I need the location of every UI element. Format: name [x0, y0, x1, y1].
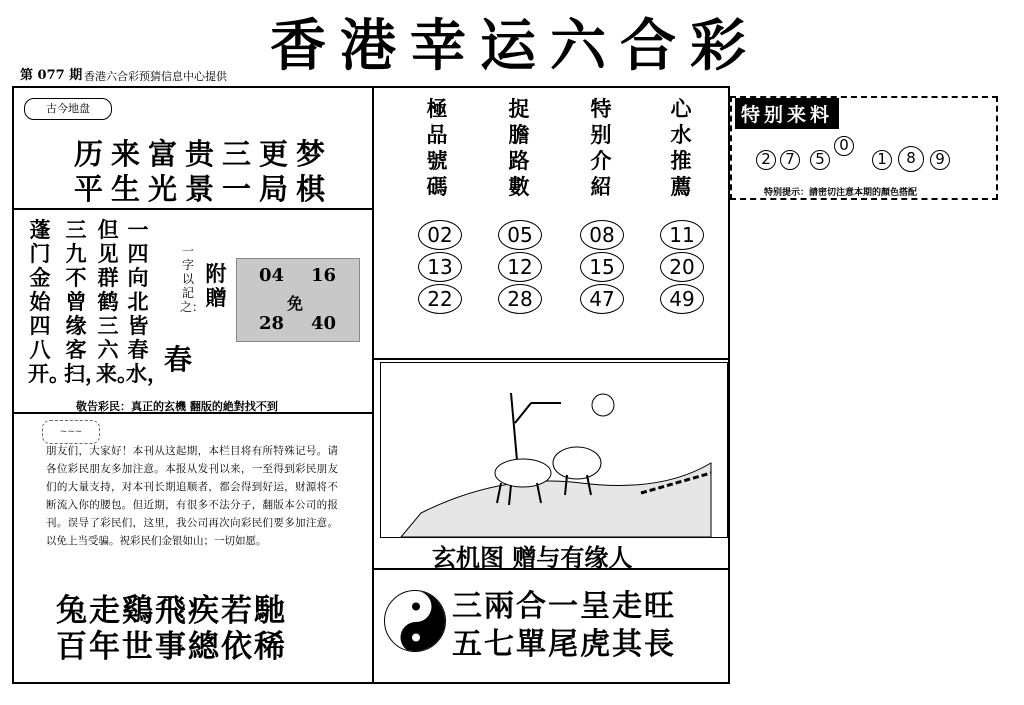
number-cell: 05 [498, 220, 542, 250]
number-cell: 20 [660, 252, 704, 282]
notice-text: 敬告彩民：真正的玄機 翻版的絶對找不到 [76, 400, 278, 413]
special-digit: 9 [930, 150, 950, 170]
number-cell: 12 [498, 252, 542, 282]
special-digit: 0 [834, 136, 854, 156]
goat-illustration [380, 362, 728, 538]
taiji-symbol [385, 591, 446, 652]
verse-column-3: 三九不曾缘客扫， [64, 217, 106, 386]
special-digit: 5 [810, 150, 830, 170]
number-cell: 15 [580, 252, 624, 282]
number-cell: 49 [660, 284, 704, 314]
special-digit: 2 [756, 150, 776, 170]
taiji-icon [384, 590, 446, 652]
issue-source: 香港六合彩预猜信息中心提供 [84, 70, 227, 83]
stamp-graphic: ~~~ [42, 420, 100, 444]
number-cell: 47 [580, 284, 624, 314]
gift-mid: 免 [287, 294, 304, 313]
special-title: 特别来料 [735, 98, 839, 129]
hint-vertical: 一字以記之： [180, 244, 205, 314]
verse-column-4: 蓬门金始四八开。 [28, 217, 70, 386]
number-cell: 11 [660, 220, 704, 250]
section-tag: 古今地盘 [24, 98, 112, 120]
verse-column-2: 但见群鹤三六来。 [96, 217, 138, 386]
right-poem-line-2: 五七單尾虎其長 [452, 627, 676, 662]
gift-box [236, 258, 360, 342]
issue-number: 第 077 期 [20, 68, 83, 83]
poem-line-2: 平生光景一局棋 [74, 172, 334, 206]
number-cell: 22 [418, 284, 462, 314]
bottom-poem-line-2: 百年世事總依稀 [56, 629, 287, 665]
number-cell: 02 [418, 220, 462, 250]
poem-line-1: 历来富贵三更梦 [74, 137, 334, 171]
center-divider-1 [372, 358, 730, 360]
spring-char: 春 [164, 343, 193, 376]
header-col-4: 心水推薦 [670, 96, 692, 199]
special-digit: 7 [780, 150, 800, 170]
goat-drawing [381, 363, 727, 537]
special-digit: 8 [898, 146, 924, 172]
page-title: 香港幸运六合彩 [270, 13, 760, 79]
number-cell: 13 [418, 252, 462, 282]
gift-num-2: 16 [311, 265, 337, 286]
picture-caption: 玄机图 赠与有缘人 [432, 543, 633, 572]
header-col-3: 特别介紹 [590, 96, 612, 199]
gift-num-4: 40 [311, 313, 337, 334]
header-col-2: 捉膽路數 [508, 96, 530, 199]
number-cell: 28 [498, 284, 542, 314]
number-cell: 08 [580, 220, 624, 250]
gift-label: 附贈 [205, 261, 227, 310]
special-hint: 特别提示：請密切注意本期的顏色搭配 [764, 188, 918, 198]
left-divider-1 [12, 208, 374, 210]
right-poem-line-1: 三兩合一呈走旺 [452, 589, 676, 624]
center-divider [372, 86, 374, 684]
bottom-poem-line-1: 兔走鷄飛疾若馳 [56, 593, 287, 629]
header-col-1: 極品號碼 [426, 96, 448, 199]
gift-num-1: 04 [259, 265, 285, 286]
verse-column-1: 一四向北皆春水， [126, 217, 168, 386]
gift-num-3: 28 [259, 313, 285, 334]
article-text: 朋友们，大家好！本刊从这起期，本栏目将有所特殊记号。请各位彩民朋友多加注意。本报从发刊以来，一至得到彩民朋友们的大量支持，对本刊长期追顺者，都会得到好运，财源将不断流入你的腰包。但近期，有很多不法分子，翻版本公司的报刊。误导了彩民们，这里，我公司再次向彩民们要多加注意。以免上当受骗。祝彩民们金银如山；一切如愿。 [46, 445, 338, 547]
special-digit: 1 [872, 150, 892, 170]
